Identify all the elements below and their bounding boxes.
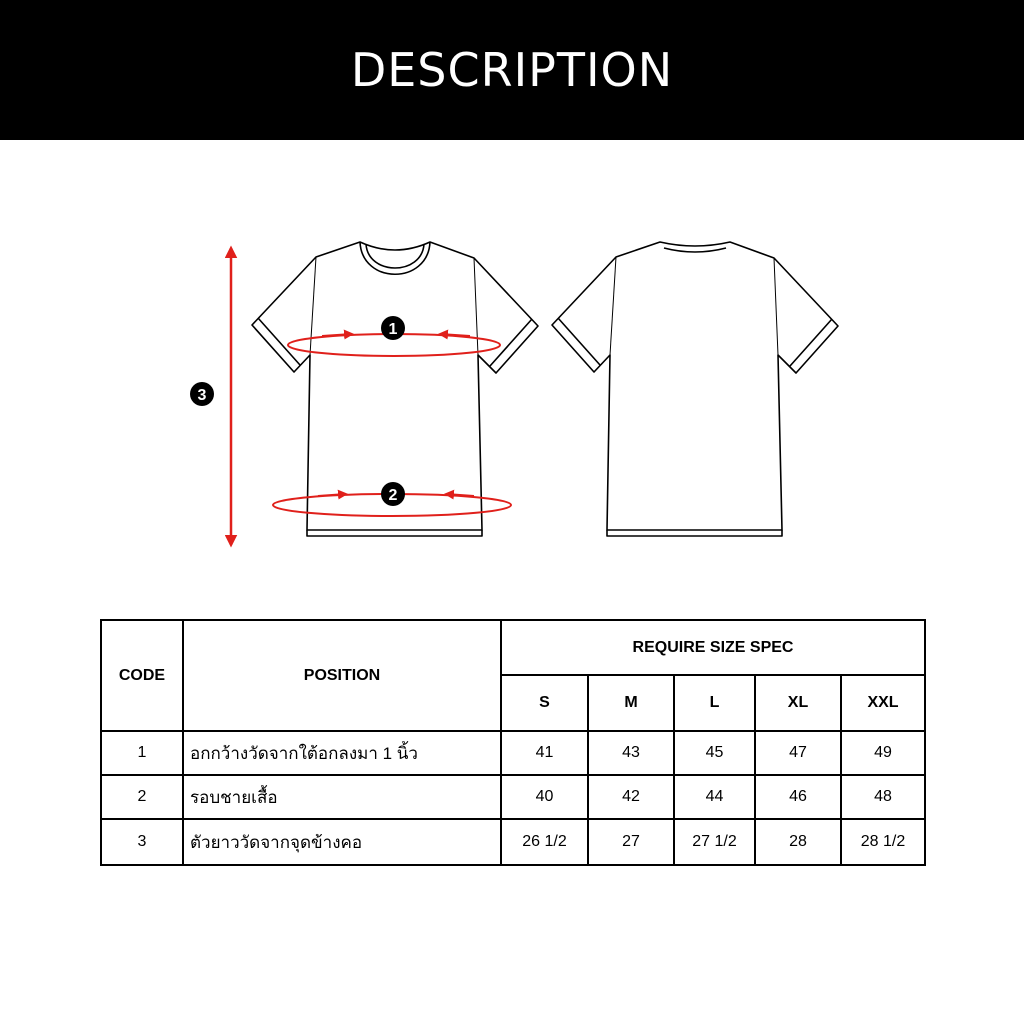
- row-code: 1: [101, 731, 183, 775]
- cell-xxl: 48: [841, 775, 925, 819]
- cell-xxl: 28 1/2: [841, 819, 925, 865]
- row-code: 2: [101, 775, 183, 819]
- page-title: DESCRIPTION: [350, 43, 674, 97]
- size-s-header: S: [501, 675, 588, 731]
- cell-xl: 28: [755, 819, 841, 865]
- size-l-header: L: [674, 675, 755, 731]
- cell-m: 27: [588, 819, 674, 865]
- row-position: ตัวยาววัดจากจุดข้างคอ: [183, 819, 501, 865]
- row-code: 3: [101, 819, 183, 865]
- cell-m: 42: [588, 775, 674, 819]
- size-m-header: M: [588, 675, 674, 731]
- table-row: [101, 819, 925, 865]
- svg-text:2: 2: [388, 487, 398, 504]
- svg-text:1: 1: [388, 321, 398, 338]
- header-banner: [0, 0, 1024, 140]
- tshirt-back: [552, 242, 838, 536]
- code-header: CODE: [101, 620, 183, 731]
- size-xxl-header: XXL: [841, 675, 925, 731]
- cell-m: 43: [588, 731, 674, 775]
- cell-l: 44: [674, 775, 755, 819]
- cell-s: 40: [501, 775, 588, 819]
- marker-3: [190, 382, 214, 406]
- size-xl-header: XL: [755, 675, 841, 731]
- svg-text:3: 3: [197, 387, 207, 404]
- cell-s: 26 1/2: [501, 819, 588, 865]
- row-position: รอบชายเสื้อ: [183, 775, 501, 819]
- spec-header: REQUIRE SIZE SPEC: [501, 620, 925, 675]
- marker-2: [381, 482, 405, 506]
- cell-s: 41: [501, 731, 588, 775]
- tshirt-diagram: [0, 140, 1024, 600]
- cell-xl: 46: [755, 775, 841, 819]
- table-row: [101, 731, 925, 775]
- cell-xl: 47: [755, 731, 841, 775]
- table-row: [101, 775, 925, 819]
- position-header: POSITION: [183, 620, 501, 731]
- size-spec-table: [100, 619, 926, 866]
- cell-l: 45: [674, 731, 755, 775]
- cell-l: 27 1/2: [674, 819, 755, 865]
- cell-xxl: 49: [841, 731, 925, 775]
- row-position: อกกว้างวัดจากใต้อกลงมา 1 นิ้ว: [183, 731, 501, 775]
- marker-1: [381, 316, 405, 340]
